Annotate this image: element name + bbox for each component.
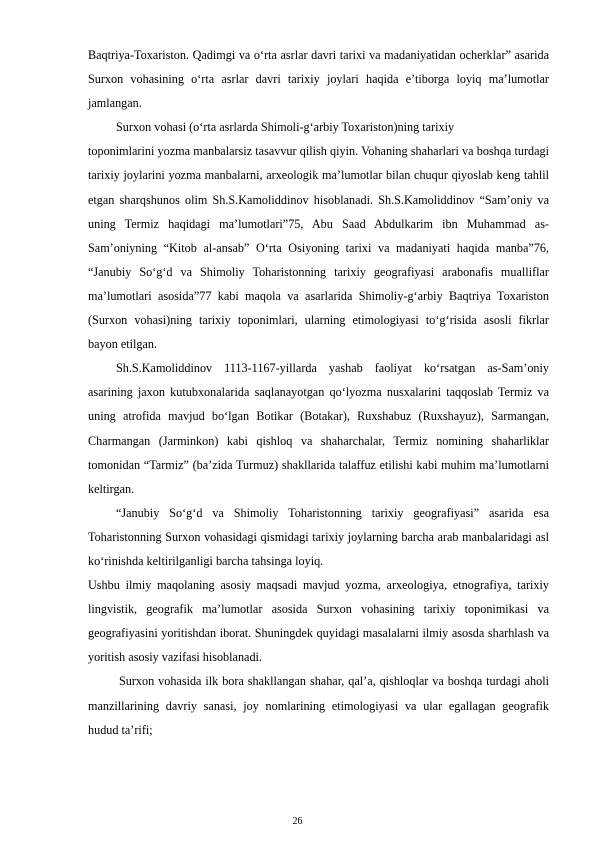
paragraph-kamoliddinov: Sh.S.Kamoliddinov 1113-1167-yillarda yashab faoliyat ko‘rsatgan as-Sam’oniy asarining jaxon kutubxonalarida saqlanayotgan qo‘lyozma nusxalarini taqqoslab Termiz va uning atrofida mavjud bo‘lgan Botikar (Botakar), Ruxshabuz (Ruxshayuz), Sarmangan, Charmangan (Jarminkon) kabi qishloq va shaharchalar, Termiz nomining shaharliklar tomonidan “Tarmiz” (ba’zida Turmuz) shakllarida talaffuz etilishi kabi muhim ma’lumotlarni keltirgan. [88,361,549,496]
paragraph-list-item: Surxon vohasida ilk bora shakllangan shahar, qal’a, qishloqlar va boshqa turdagi aholi manzillarining davriy sanasi, joy nomlarining etimologiyasi va ular egallagan geografik hudud ta’rifi; [88,674,549,737]
paragraph-geography-work: “Janubiy So‘g‘d va Shimoliy Toharistonning tarixiy geografiyasi” asarida esa Toharistonning Surxon vohasidagi qismidagi tarixiy joylarning barcha arab manbalaridagi asl ko‘rinishda keltirilganligi barcha tahsinga loyiq. [88,505,549,568]
page-number: 26 [292,816,303,827]
paragraph-heading-line: Surxon vohasi (o‘rta asrlarda Shimoli-g‘arbiy Toxariston)ning tarixiy [116,120,455,135]
paragraph-toponyms: toponimlarini yozma manbalarsiz tasavvur qilish qiyin. Vohaning shaharlari va boshqa turdagi tarixiy joylarini yozma manbalarni, arxeologik ma’lumotlar bilan chuqur qiyoslab keng tahlil etgan sharqshunos olim Sh.S.Kamoliddinov hisoblanadi. Sh.S.Kamoliddinov “Sam’oniy va uning Termiz haqidagi ma’lumotlari”75, Abu Saad Abdulkarim ibn Muhammad as-Sam’oniyning “Kitob al-ansab” O‘rta Osiyoning tarixi va madaniyati haqida manba”76, “Janubiy So‘g‘d va Shimoliy Toharistonning tarixiy geografiyasi arabonafis mualliflar ma’lumotlari asosida”77 kabi maqola va asarlarida Shimoliy-g‘arbiy Baqtriya Toxariston (Surxon vohasi)ning tarixiy toponimlari, ularning etimologiyasi to‘g‘risida asosli fikrlar bayon etilgan. [88,144,549,352]
body-text [88,43,549,742]
paragraph-article-goal: Ushbu ilmiy maqolaning asosiy maqsadi mavjud yozma, arxeologiya, etnografiya, tarixiy lingvistik, geografik ma’lumotlar asosida Surxon vohasining tarixiy toponimikasi va geografiyasini yoritishdan iborat. Shuningdek quyidagi masalalarni ilmiy asosda sharhlash va yoritish asosiy vazifasi hisoblanadi. [88,578,549,665]
paragraph-continuation: Baqtriya-Toxariston. Qadimgi va o‘rta asrlar davri tarixi va madaniyatidan ocherklar” asarida Surxon vohasining o‘rta asrlar davri tarixiy joylari haqida e’tiborga loyiq ma’lumotlar jamlangan. [88,48,549,111]
